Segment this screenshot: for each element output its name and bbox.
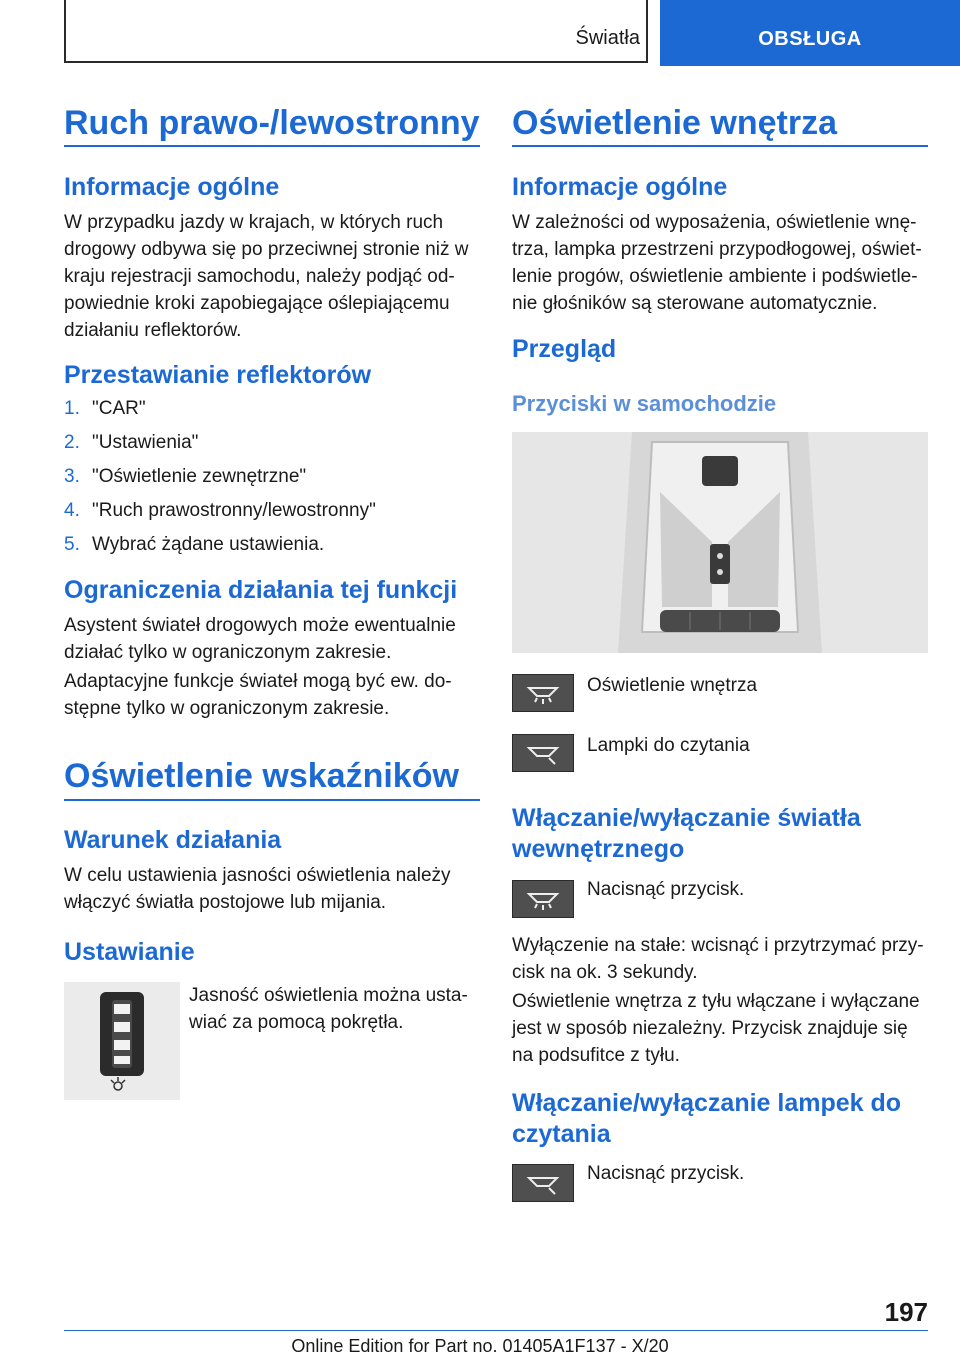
heading-overview: Przegląd: [512, 335, 617, 363]
heading-rule: [512, 145, 928, 147]
page-number: 197: [884, 1297, 928, 1327]
heading-interior-onoff: Włączanie/wyłączanie światła wewnętrznego: [512, 804, 861, 863]
reading-light-icon: [512, 734, 574, 772]
interior-light-icon: [512, 674, 574, 712]
rear-light-text: Oświetlenie wnętrza z tyłu włączane i wyłączane jest w sposób niezależny. Przycisk znajduje się na podsufitce z tyłu.: [512, 991, 920, 1066]
heading-traffic: Ruch prawo-/lewostronny: [64, 104, 480, 142]
reading-light-icon: [512, 1164, 574, 1202]
footer-rule: [64, 1330, 928, 1331]
limits-text-2: Adaptacyjne funkcje świateł mogą być ew. do-stępne tylko w ograniczonym zakresie.: [64, 671, 452, 719]
header-frame: [64, 0, 648, 63]
heading-indicators: Oświetlenie wskaźników: [64, 757, 459, 795]
general-text-left: W przypadku jazdy w krajach, w których ruch drogowy odbywa się po przeciwnej stronie niż w kraju rejestracji samochodu, należy podjąć od-powiednie kroki zapobiegające oślepiającemu działaniu reflektorów.: [64, 212, 469, 341]
section-title: Światła: [575, 27, 640, 49]
heading-interior: Oświetlenie wnętrza: [512, 104, 837, 142]
steps-list: [64, 392, 480, 562]
permanent-off-text: Wyłączenie na stałe: wcisnąć i przytrzymać przy-cisk na ok. 3 sekundy.: [512, 935, 924, 983]
limits-text-1: Asystent świateł drogowych może ewentualnie działać tylko w ograniczonym zakresie.: [64, 615, 456, 663]
interior-light-icon: [512, 880, 574, 918]
general-text-right: W zależności od wyposażenia, oświetlenie wnę-trza, lampka przestrzeni przypodłogowej, oświet-lenie progów, oświetlenie ambiente i podświetle-nie głośników są sterowane automatycznie.: [512, 212, 922, 314]
heading-condition: Warunek działania: [64, 826, 282, 854]
heading-general-left: Informacje ogólne: [64, 173, 280, 201]
heading-adjust: Przestawianie reflektorów: [64, 361, 372, 389]
heading-buttons: Przyciski w samochodzie: [512, 391, 777, 416]
press-button-text: Nacisnąć przycisk.: [587, 879, 745, 900]
list-item: 1. "CAR": [64, 398, 146, 419]
list-item: 3. "Oświetlenie zewnętrzne": [64, 466, 307, 487]
heading-setting: Ustawianie: [64, 938, 195, 966]
heading-rule: [64, 799, 480, 801]
press-button-text-2: Nacisnąć przycisk.: [587, 1163, 745, 1184]
list-item: 2. "Ustawienia": [64, 432, 199, 453]
list-item: 4. "Ruch prawostronny/lewostronny": [64, 500, 376, 521]
heading-general-right: Informacje ogólne: [512, 173, 728, 201]
heading-rule: [64, 145, 480, 147]
dimmer-wheel-icon: [64, 982, 180, 1100]
setting-text: Jasność oświetlenia można usta-wiać za pomocą pokrętła.: [189, 985, 468, 1033]
icon2-label: Lampki do czytania: [587, 735, 750, 756]
heading-reading-onoff: Włączanie/wyłączanie lampek do czytania: [512, 1089, 902, 1148]
chapter-tab[interactable]: OBSŁUGA: [660, 0, 960, 66]
condition-text: W celu ustawienia jasności oświetlenia należy włączyć światła postojowe lub mijania.: [64, 865, 451, 913]
overhead-console-image: [512, 432, 928, 653]
list-item: 5. Wybrać żądane ustawienia.: [64, 534, 325, 555]
edition-text: Online Edition for Part no. 01405A1F137 - X/20: [291, 1336, 669, 1356]
heading-limits: Ograniczenia działania tej funkcji: [64, 576, 458, 604]
icon1-label: Oświetlenie wnętrza: [587, 675, 758, 696]
